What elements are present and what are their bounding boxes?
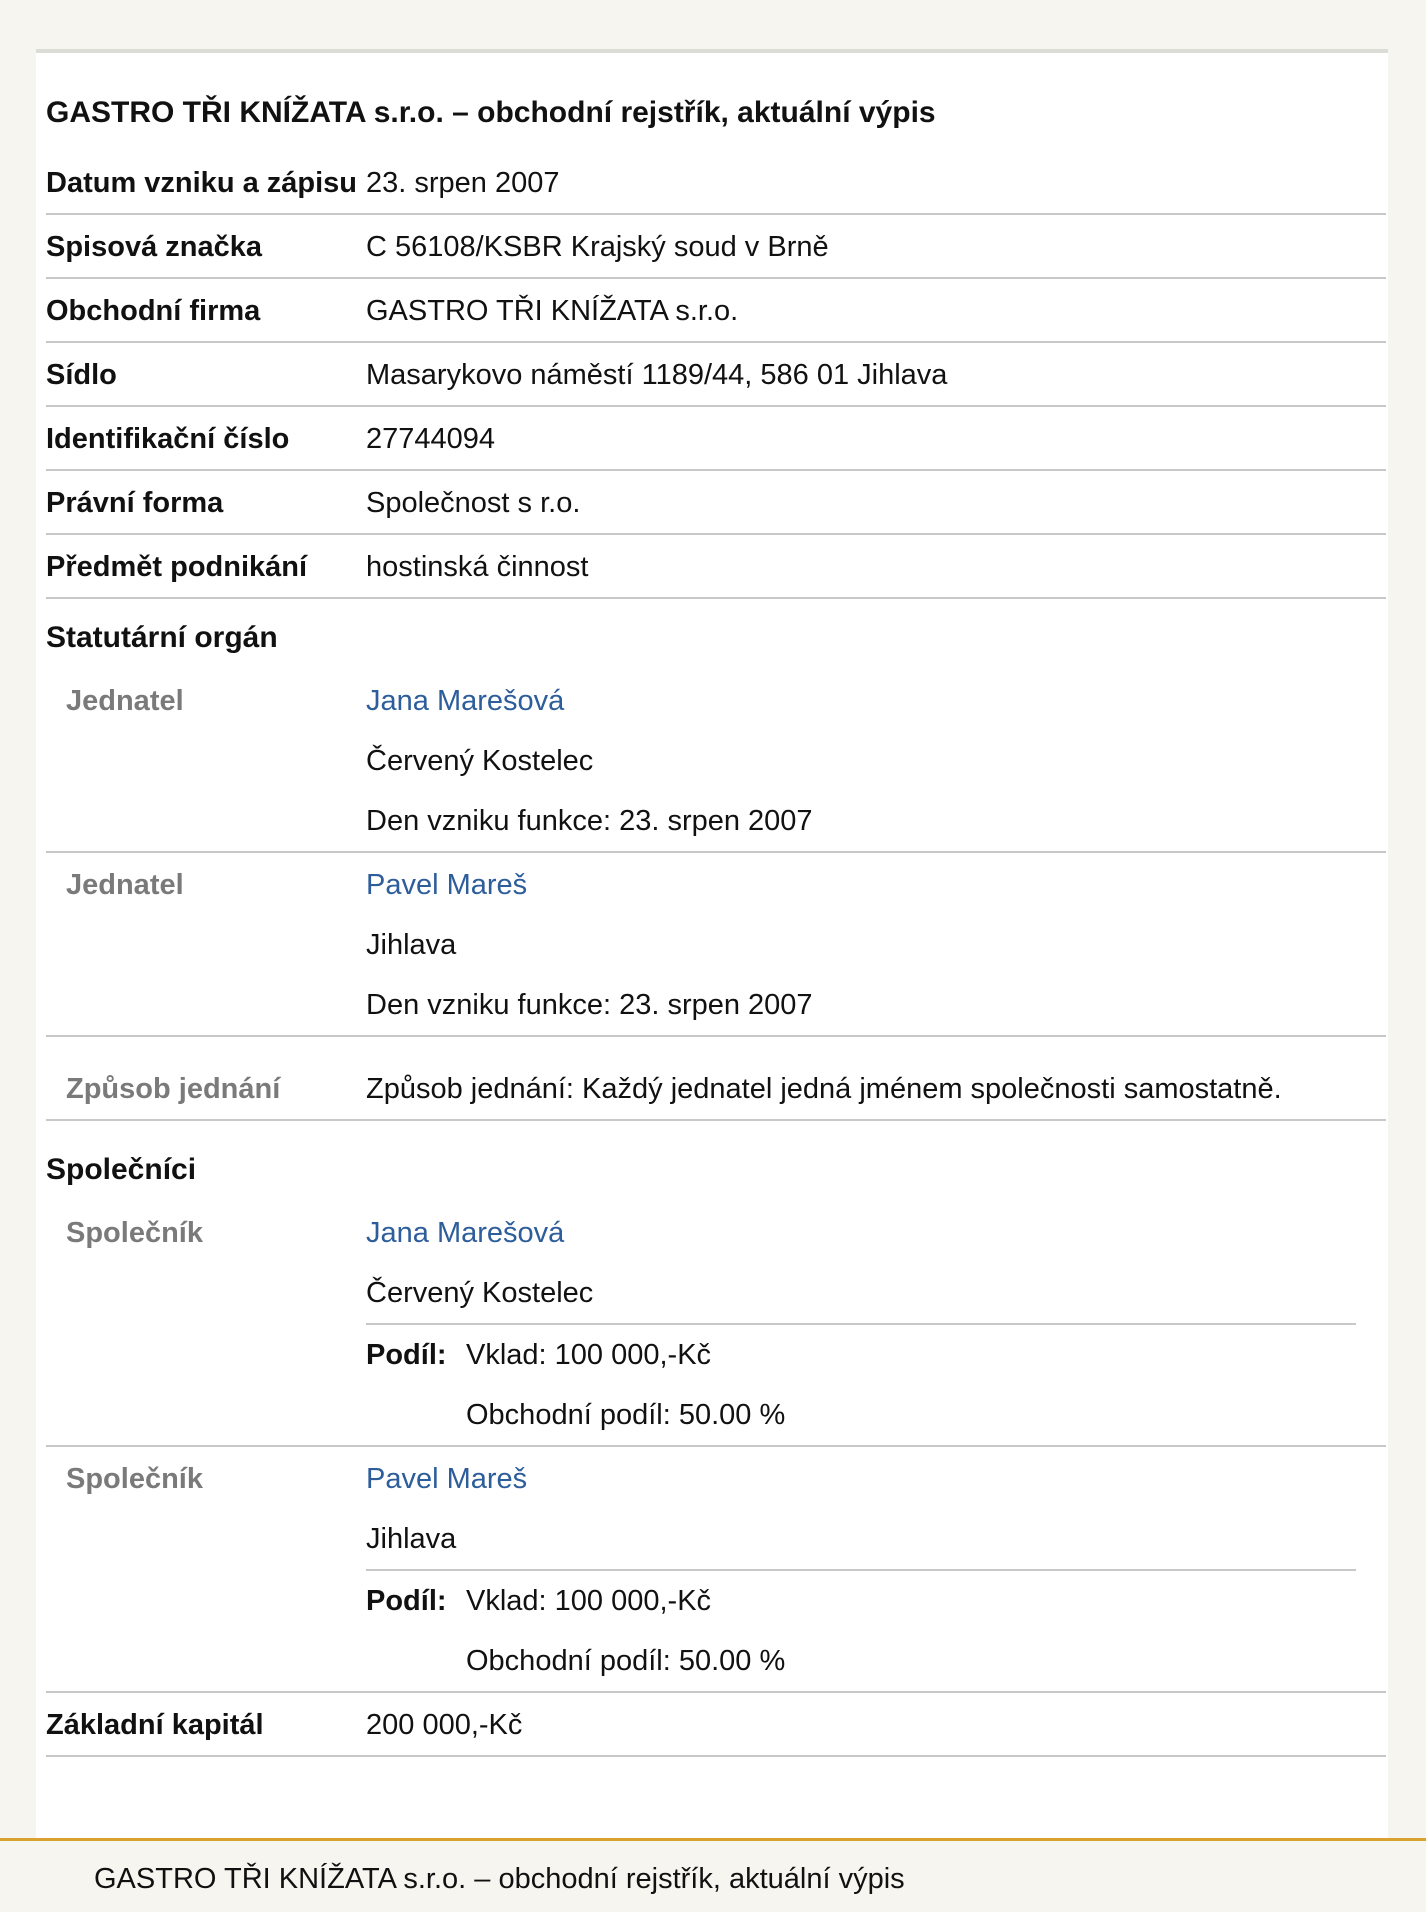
partner-role: Společník <box>66 1463 203 1495</box>
member-role: Jednatel <box>66 685 184 717</box>
partner-share <box>366 1569 1356 1691</box>
member-place: Jihlava <box>366 929 457 961</box>
share-percent: Obchodní podíl: 50.00 % <box>466 1645 786 1677</box>
partner-name-link[interactable]: Pavel Mareš <box>366 1463 528 1495</box>
partner-name-link[interactable]: Jana Marešová <box>366 1217 565 1249</box>
row-value: 27744094 <box>366 423 496 455</box>
member-role: Jednatel <box>66 869 184 901</box>
footer <box>0 1838 1426 1912</box>
row-business-name <box>46 279 1386 343</box>
row-seat <box>46 343 1386 407</box>
register-extract <box>46 93 1386 1757</box>
row-label: Sídlo <box>46 359 117 391</box>
page-title: GASTRO TŘI KNÍŽATA s.r.o. – obchodní rejstřík, aktuální výpis <box>46 96 936 129</box>
partner-place: Jihlava <box>366 1523 457 1555</box>
statutory-heading: Statutární orgán <box>46 621 278 654</box>
member-since: Den vzniku funkce: 23. srpen 2007 <box>366 989 813 1021</box>
row-legal-form <box>46 471 1386 535</box>
row-label: Identifikační číslo <box>46 423 290 455</box>
statutory-member <box>46 669 1386 853</box>
statutory-member <box>46 853 1386 1037</box>
row-id-number <box>46 407 1386 471</box>
row-label: Spisová značka <box>46 231 262 263</box>
share-label: Podíl: <box>366 1585 447 1617</box>
row-label: Předmět podnikání <box>46 551 308 583</box>
share-deposit: Vklad: 100 000,-Kč <box>466 1339 712 1371</box>
partners-heading: Společníci <box>46 1153 197 1186</box>
partner <box>46 1201 1386 1447</box>
row-share-capital <box>46 1693 1386 1757</box>
manner-of-acting <box>46 1037 1386 1121</box>
footer-title: GASTRO TŘI KNÍŽATA s.r.o. – obchodní rejstřík, aktuální výpis <box>94 1863 905 1895</box>
manner-label: Způsob jednání <box>66 1073 281 1105</box>
row-value: hostinská činnost <box>366 551 589 583</box>
row-business-activity <box>46 535 1386 599</box>
partner <box>46 1447 1386 1693</box>
member-place: Červený Kostelec <box>366 745 594 777</box>
share-percent: Obchodní podíl: 50.00 % <box>466 1399 786 1431</box>
row-value: Masarykovo náměstí 1189/44, 586 01 Jihlava <box>366 359 948 391</box>
row-label: Datum vzniku a zápisu <box>46 167 358 199</box>
share-deposit: Vklad: 100 000,-Kč <box>466 1585 712 1617</box>
register-card <box>36 49 1388 1839</box>
member-since: Den vzniku funkce: 23. srpen 2007 <box>366 805 813 837</box>
row-founding-date <box>46 151 1386 215</box>
row-file-number <box>46 215 1386 279</box>
manner-value: Způsob jednání: Každý jednatel jedná jménem společnosti samostatně. <box>366 1073 1282 1105</box>
row-value: 200 000,-Kč <box>366 1709 523 1741</box>
partner-role: Společník <box>66 1217 203 1249</box>
partner-place: Červený Kostelec <box>366 1277 594 1309</box>
row-label: Obchodní firma <box>46 295 261 327</box>
member-name-link[interactable]: Jana Marešová <box>366 685 565 717</box>
share-label: Podíl: <box>366 1339 447 1371</box>
row-value: Společnost s r.o. <box>366 487 581 519</box>
member-name-link[interactable]: Pavel Mareš <box>366 869 528 901</box>
row-value: 23. srpen 2007 <box>366 167 560 199</box>
row-value: C 56108/KSBR Krajský soud v Brně <box>366 231 829 263</box>
partner-share <box>366 1323 1356 1445</box>
row-value: GASTRO TŘI KNÍŽATA s.r.o. <box>366 295 739 327</box>
row-label: Právní forma <box>46 487 224 519</box>
row-label: Základní kapitál <box>46 1709 264 1741</box>
